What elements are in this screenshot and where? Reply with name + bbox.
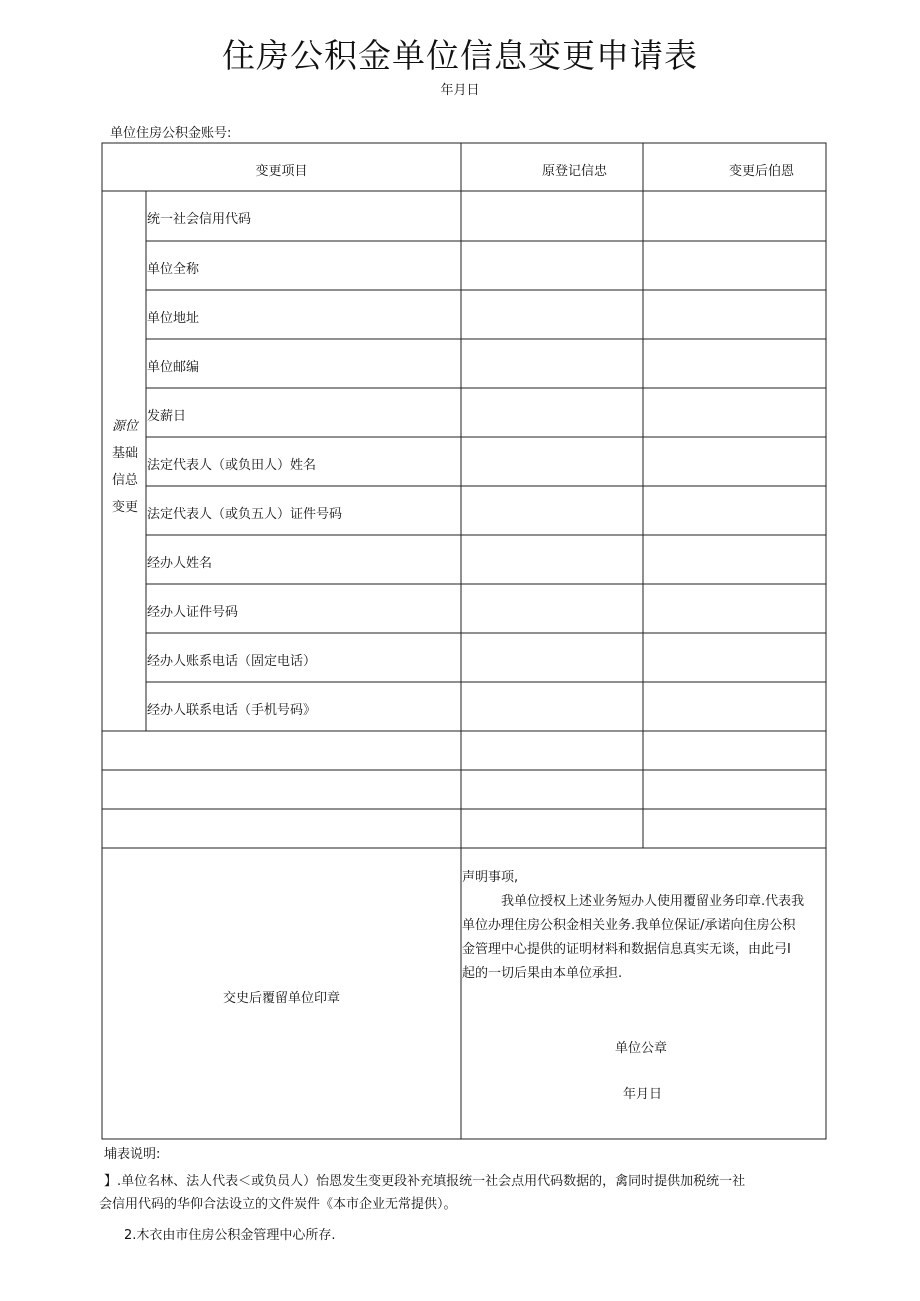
row-label-payday: 发薪日 [147,409,187,424]
group-label-line: 变更 [111,500,138,515]
note-item: 会信用代码的华仰合法设立的文件炭件《本市企业无常提供）。 [99,1197,457,1212]
row-label-agent-id: 经办人证件号码 [147,605,239,620]
group-label-line: 源位 [111,419,138,434]
note-item: 】.单位名林、法人代表＜或负员人）怡恩发生变更段补充填报统一社会点用代码数据的，禽同时提供加税统一社 [104,1174,746,1189]
row-label-agent-name: 经办人姓名 [147,556,213,571]
statement-line: 起的一切后果由本单位承担. [462,966,623,981]
unit-seal-label: 单位公章 [615,1041,668,1056]
row-label-legal-rep-id: 法定代表人（或负五人）证件号码 [147,507,343,522]
statement-block [462,866,826,986]
row-label-unit-address: 单位地址 [147,311,200,326]
group-label-line: 信总 [111,473,138,488]
notes-heading: 埔表说明: [104,1147,161,1162]
row-label-credit-code: 统一社会信用代码 [147,212,252,227]
group-label-line: 基础 [111,446,138,461]
form-date: 年月日 [440,83,480,98]
header-change-item: 变更项目 [255,164,308,179]
statement-line: 我单位授权上述业务短办人使用覆留业务印章.代表我 [501,894,805,909]
note-item: 2.木衣由市住房公积金管理中心所存. [124,1228,336,1243]
statement-heading: 声明事项, [462,870,519,885]
header-original-info: 原登记信忠 [542,164,608,179]
statement-date: 年月日 [623,1087,663,1102]
group-label [103,413,147,521]
form-title: 住房公积金单位信息变更申请表 [222,36,698,75]
row-label-postcode: 单位邮编 [147,360,200,375]
header-new-info: 变更后伯恩 [729,164,795,179]
row-label-unit-name: 单位全称 [147,262,200,277]
statement-line: 单位办理住房公积金相关业务.我单位保证/承诺向住房公积 [462,918,796,933]
row-label-legal-rep-name: 法定代表人（或负田人）姓名 [147,458,317,473]
seal-area-label: 交史后覆留单位印章 [222,991,340,1006]
statement-line: 金管理中心提供的证明材料和数据信息真实无谈，由此弓I [462,942,791,957]
account-number-label: 单位住房公积金账号: [110,126,232,141]
row-label-agent-mobile: 经办人联系电话（手机号码》 [147,703,317,718]
row-label-agent-landline: 经办人账系电话（固定电话） [147,654,317,669]
